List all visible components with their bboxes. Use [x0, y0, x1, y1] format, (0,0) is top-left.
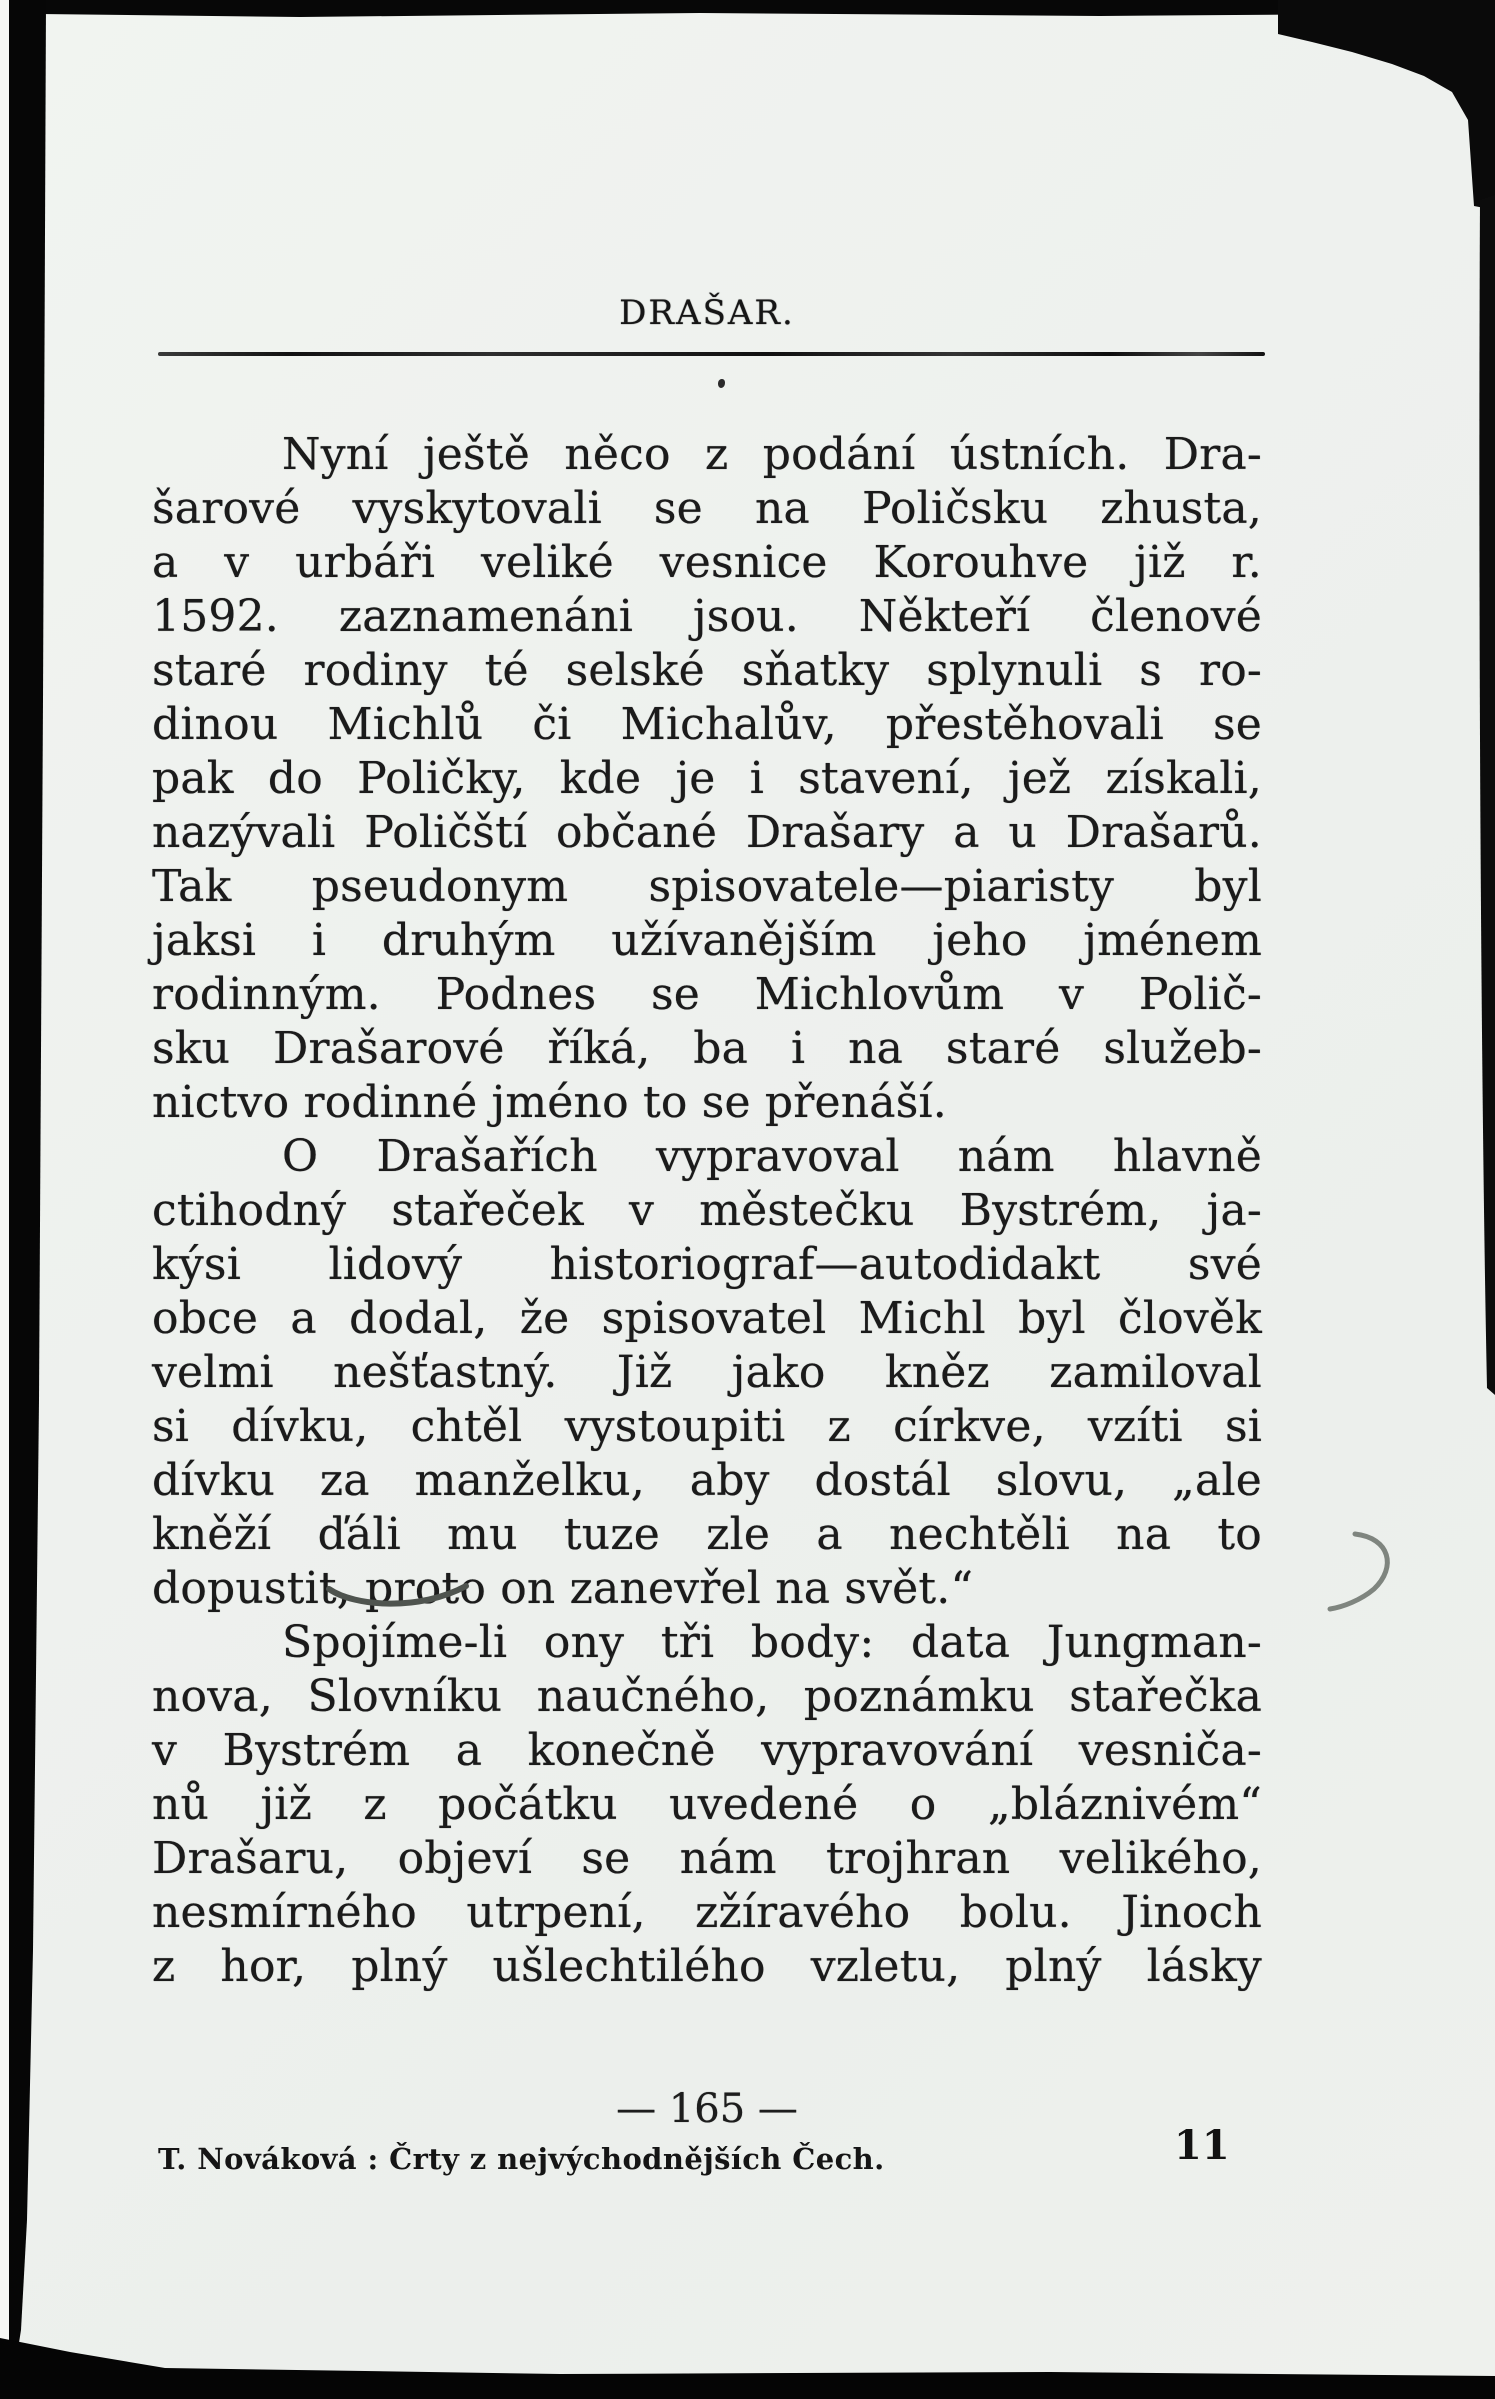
text-line: rodinným. Podnes se Michlovům v Polič-	[152, 969, 1262, 1020]
text-line: nictvo rodinné jméno to se přenáší.	[152, 1077, 947, 1128]
text-line: šarové vyskytovali se na Poličsku zhusta,	[152, 483, 1262, 534]
footer-citation: T. Nováková : Črty z nejvýchodnějších Čech.	[158, 2142, 885, 2176]
pen-margin-mark	[1330, 1534, 1387, 1609]
body-text	[152, 428, 1262, 1994]
text-line: dopustit, proto on zanevřel na svět.“	[152, 1563, 974, 1614]
text-line: staré rodiny té selské sňatky splynuli s ro-	[152, 645, 1262, 696]
text-line: nova, Slovníku naučného, poznámku stařečka	[152, 1671, 1262, 1722]
text-line: O Drašařích vypravoval nám hlavně	[282, 1131, 1262, 1182]
text-line: Nyní ještě něco z podání ústních. Dra-	[282, 429, 1262, 480]
text-line: z hor, plný ušlechtilého vzletu, plný lásky	[152, 1941, 1262, 1992]
text-line: dinou Michlů či Michalův, přestěhovali se	[152, 699, 1262, 750]
footer-volume-number: 11	[1174, 2122, 1230, 2169]
text-line: Spojíme-li ony tři body: data Jungman-	[282, 1617, 1262, 1668]
text-line: si dívku, chtěl vystoupiti z církve, vzíti si	[152, 1401, 1262, 1452]
text-line: dívku za manželku, aby dostál slovu, „ale	[152, 1455, 1262, 1506]
text-line: 1592. zaznamenáni jsou. Někteří členové	[152, 591, 1262, 642]
text-line: a v urbáři veliké vesnice Korouhve již r.	[152, 537, 1262, 588]
text-line: kýsi lidový historiograf—autodidakt své	[152, 1239, 1262, 1290]
text-line: nů již z počátku uvedené o „bláznivém“	[152, 1779, 1262, 1830]
text-line: pak do Poličky, kde je i stavení, jež získali,	[152, 753, 1262, 804]
text-line: obce a dodal, že spisovatel Michl byl člověk	[152, 1293, 1262, 1344]
text-line: jaksi i druhým užívanějším jeho jménem	[152, 915, 1262, 966]
text-line: v Bystrém a konečně vypravování vesniča-	[152, 1725, 1262, 1776]
page-number: — 165 —	[616, 2086, 798, 2132]
page-title: DRAŠAR.	[619, 293, 795, 333]
text-line: Tak pseudonym spisovatele—piaristy byl	[152, 861, 1262, 912]
text-line: ctihodný stařeček v městečku Bystrém, ja-	[152, 1185, 1262, 1236]
text-line: nesmírného utrpení, zžíravého bolu. Jinoch	[152, 1887, 1262, 1938]
text-line: nazývali Poličští občané Drašary a u Drašarů.	[152, 807, 1262, 858]
text-line: Drašaru, objeví se nám trojhran velikého,	[152, 1833, 1262, 1884]
header-rule-dot	[718, 379, 725, 388]
header-rule	[158, 352, 1265, 356]
text-line: sku Drašarové říká, ba i na staré služeb-	[152, 1023, 1262, 1074]
text-line: velmi nešťastný. Již jako kněz zamiloval	[152, 1347, 1262, 1398]
text-line: kněží ďáli mu tuze zle a nechtěli na to	[152, 1509, 1262, 1560]
